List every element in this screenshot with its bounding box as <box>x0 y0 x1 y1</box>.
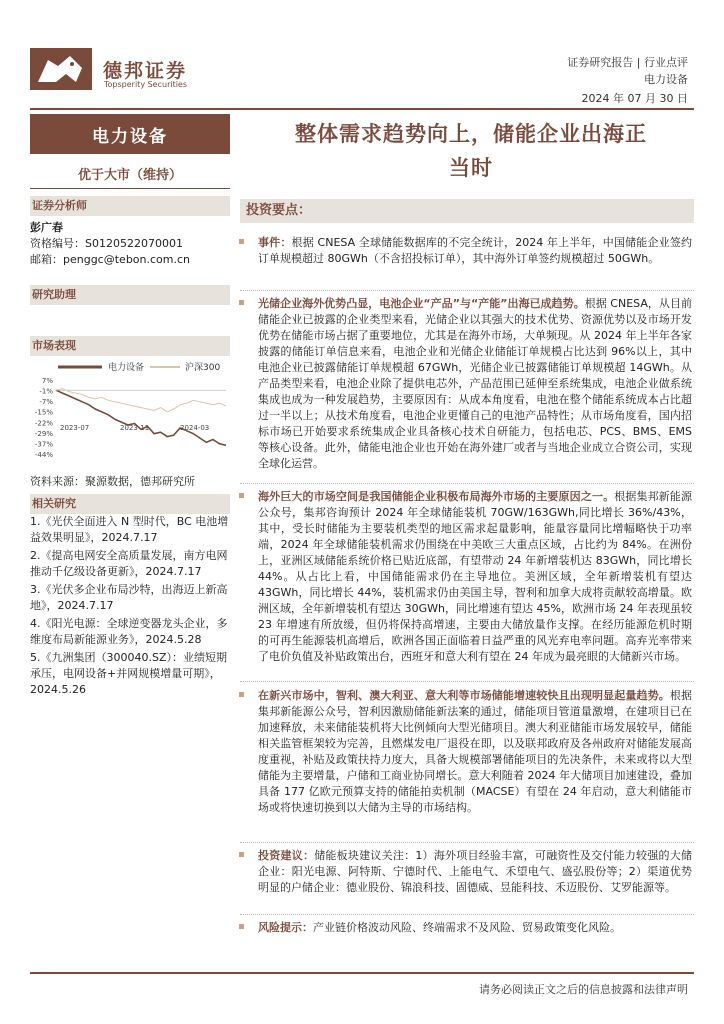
company-name-cn: 德邦证券 <box>103 60 188 82</box>
market-heading: 市场表现 <box>30 336 230 356</box>
report-title <box>248 117 694 185</box>
footer-divider <box>30 972 694 974</box>
x-tick-label: 2023-07 <box>60 424 90 432</box>
report-date: 2024 年 07 月 30 日 <box>581 92 688 105</box>
sector-box: 电力设备 <box>30 114 230 154</box>
para-divider <box>240 914 694 915</box>
y-tick-label: -37% <box>34 440 53 449</box>
related-list <box>30 514 235 698</box>
para-body: 根据 CNESA 全球储能数据库的不完全统计，2024 年上半年，中国储能企业签约订单规模超过 80GWh（不含招投标订单），其中海外订单签约规模超过 50GWh。 <box>258 236 692 265</box>
related-heading: 相关研究 <box>30 494 230 514</box>
x-tick-label: 2024-03 <box>180 424 210 432</box>
y-tick-label: -44% <box>34 451 53 459</box>
chart-source: 资料来源：聚源数据，德邦研究所 <box>30 475 195 488</box>
related-item[interactable]: 5.《九洲集团（300040.SZ）：业绩短期承压，电网设备+并网规模增量可期》，2024.5.26 <box>30 651 228 696</box>
para-divider <box>240 483 694 484</box>
para-lead: 投资建议： <box>258 849 315 862</box>
para-body: 根据集邦新能源公众号，集邦咨询预计 2024 年全球储能装机 70GW/163GWh,同比增长 36%/43%，其中，受长时储能为主要装机类型的地区需求起量影响，能量容量同比增幅略快于功率端，2024 年全球储能装机需求仍围绕在中美欧三大重点区域，占比约为 84%。在洲份上，亚洲区域储能系统价格已贴近底部，有望带动 24 年新增装机达 83GWh，同比增长 44%。从占比上看，中国储能需求仍在主导地位。美洲区域，全年新增装机有望达 43GWh，同比增长 44%，装机需求仍由美国主导，智利和加拿大成将贡献较高增量。欧洲区域，全年新增装机有望达 30GWh，同比增速有望达 45%，欧洲市场 24 年表现虽较 23 年增速有所放缓，但仍将保持高增速，主要由大储放量作支撑。在经历能源危机时期的可再生能源装机高增后，欧洲各国正面临着日益严重的风光弃电率问题。高弃光率带来了电价负值及补贴政策出台，西班牙和意大利有望在 24 年成为最亮眼的大储新兴市场。 <box>258 490 693 663</box>
company-logo-icon <box>30 48 92 90</box>
title-line-2: 当时 <box>449 156 493 180</box>
company-name-en: Topsperity Securities <box>104 80 188 89</box>
para-body: 产业链价格波动风险、终端需求不及风险、贸易政策变化风险。 <box>313 921 621 934</box>
para-lead: 事件： <box>258 236 292 249</box>
analyst-heading: 证券分析师 <box>30 196 230 216</box>
x-tick-label: 2023-11 <box>120 424 150 432</box>
report-type: 证券研究报告 | 行业点评 <box>567 56 688 69</box>
footer-note: 请务必阅读正文之后的信息披露和法律声明 <box>479 983 688 996</box>
para-event <box>240 235 690 285</box>
legend-label-index: 沪深300 <box>185 363 221 373</box>
bullet-icon <box>239 300 244 305</box>
y-tick-label: -7% <box>39 398 53 407</box>
market-chart <box>30 358 230 468</box>
rating: 优于大市（维持） <box>77 168 182 183</box>
assistant-heading: 研究助理 <box>30 285 230 305</box>
para-lead: 海外巨大的市场空间是我国储能企业积极布局海外市场的主要原因之一。 <box>258 490 615 503</box>
header-divider <box>30 108 694 110</box>
bullet-icon <box>239 239 244 244</box>
y-tick-label: -1% <box>39 387 53 396</box>
para-body: 储能板块建议关注：1）海外项目经验丰富，可融资性及交付能力较强的大储企业：阳光电源、阿特斯、宁德时代、上能电气、禾望电气、盛弘股份等；2）渠道优势明显的户储企业：德业股份、锦浪科技、固德威、昱能科技、禾迈股份、艾罗能源等。 <box>258 849 692 894</box>
related-item[interactable]: 4.《阳光电源：全球逆变器龙头企业，多维度布局新能源业务》，2024.5.28 <box>30 617 228 646</box>
analyst-cert: 资格编号：S0120522070001 <box>30 237 183 250</box>
para-lead: 在新兴市场中，智利、澳大利亚、意大利等市场储能增速较快且出现明显起量趋势。 <box>258 689 670 702</box>
analyst-email[interactable]: 邮箱：penggc@tebon.com.cn <box>30 253 191 266</box>
para-lead: 风险提示： <box>258 921 313 934</box>
legend-label-sector: 电力设备 <box>108 363 145 373</box>
para-body: 根据 CNESA，从目前储能企业已披露的企业类型来看，光储企业以其强大的技术优势、资源优势以及市场开发优势在储能市场占据了重要地位，尤其是在海外市场，大单频现。从 2024 年上半年各家披露的储能订单信息来看，电池企业和光储企业储能订单规模占比达到 96%以上，其中电池企业已披露储能订单规模超 67GWh，光储企业已披露储能订单规模超 14GWh。从产品类型来看，电池企业除了提供电芯外，产品范围已延伸至系统集成，电池企业做系统集成也成为一种发展趋势，主要原因有：从成本角度看，电池在整个储能系统成本占比超过一半以上；从技术角度看，电池企业更懂自己的电池产品特性；从市场角度看，国内招标市场已开始要求系统集成企业具备核心技术自研能力，包括电芯、PCS、BMS、EMS 等核心设备。此外，储能电池企业也开始在海外建厂或者与当地企业成立合资公司，实现全球化运营。 <box>258 297 692 470</box>
para-divider <box>240 290 694 291</box>
key-points-heading: 投资要点： <box>240 199 694 223</box>
related-item[interactable]: 1.《光伏全面进入 N 型时代，BC 电池增益效果明显》，2024.7.17 <box>30 515 229 544</box>
related-item[interactable]: 3.《光伏多企业布局沙特，出海迈上新高地》，2024.7.17 <box>30 583 228 612</box>
y-tick-label: 7% <box>41 377 53 385</box>
bullet-icon <box>239 852 244 857</box>
para-lead: 光储企业海外优势凸显，电池企业“产品”与“产能”出海已成趋势。 <box>258 297 585 310</box>
y-tick-label: -22% <box>34 419 53 428</box>
related-item[interactable]: 2.《提高电网安全高质量发展，南方电网推动千亿级设备更新》，2024.7.17 <box>30 549 228 578</box>
para-divider <box>240 681 694 682</box>
y-tick-label: -29% <box>34 429 53 438</box>
para-body: 根据集邦新能源公众号，智利因激励储能新法案的通过，储能项目管道量激增，在建项目已在加速释放，未来储能装机将大比例倾向大型光储项目。澳大利亚储能市场发展较早，储能相关监管框架较为完善，且燃煤发电厂退役在即，以及联邦政府及各州政府对储能发展高度重视，补贴及政策扶持力度大，具备大规模部署储能项目的先决条件，未来或将以大型储能为主要增量，户储和工商业协同增长。意大利随着 2024 年大储项目加速建设，叠加具备 177 亿欧元预算支持的储能拍卖机制（MACSE）有望在 24 年启动，意大利储能市场或将快速切换到以大储为主导的市场结构。 <box>258 689 693 814</box>
y-tick-label: -15% <box>34 408 53 417</box>
bullet-icon <box>239 924 244 929</box>
series-line-sector <box>56 390 226 445</box>
bullet-icon <box>239 692 244 697</box>
series-line-index <box>56 389 226 412</box>
bullet-icon <box>239 493 244 498</box>
rating-divider <box>30 188 230 189</box>
analyst-name: 彭广春 <box>30 221 63 234</box>
para-divider <box>240 842 694 843</box>
header-sector: 电力设备 <box>644 73 688 86</box>
title-line-1: 整体需求趋势向上，储能企业出海正 <box>295 122 647 146</box>
